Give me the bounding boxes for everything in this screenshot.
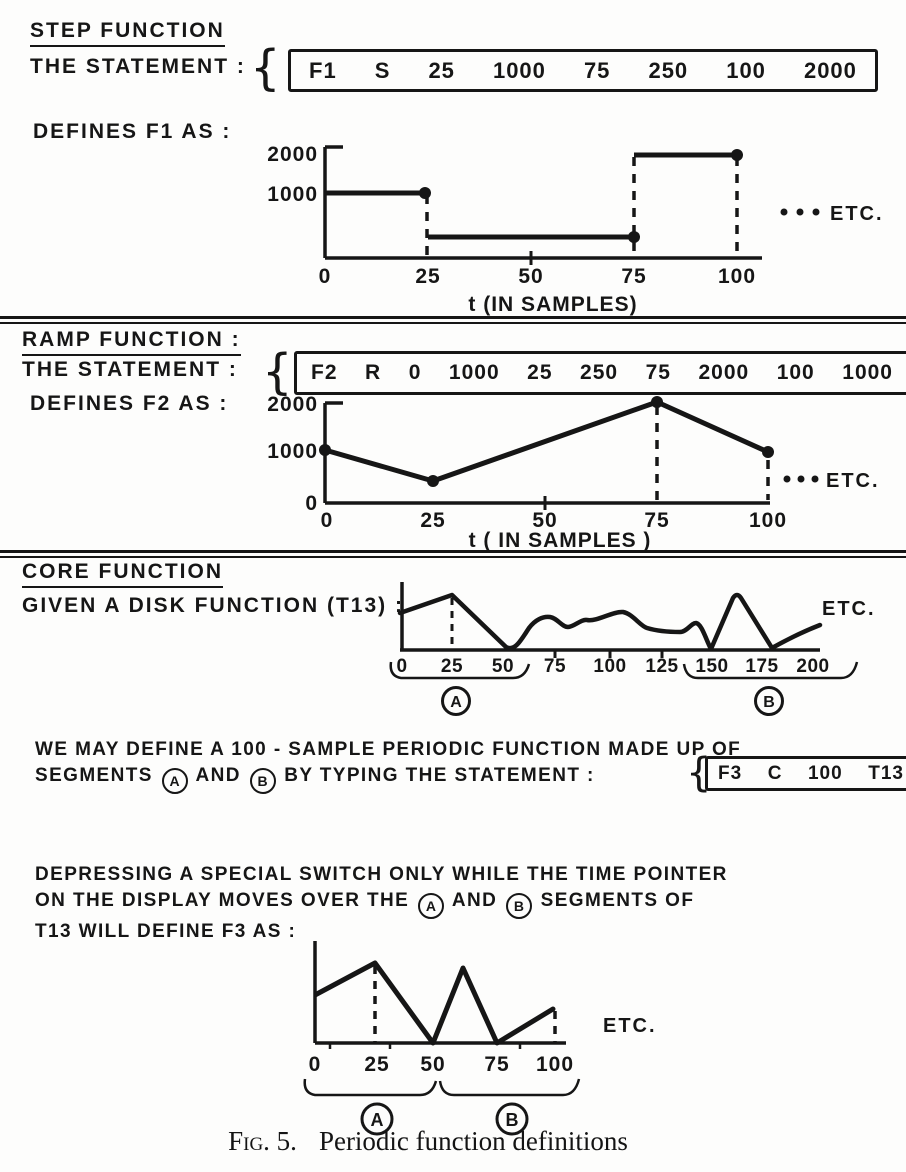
stmt-token: 1000 [448,361,500,384]
step-axes [325,147,762,258]
ellipsis-dot [813,209,820,216]
ramp-point-100-1000 [762,446,774,458]
step-statement-brace: { [250,40,281,96]
figure-caption-number: Fig. 5. [228,1126,297,1156]
disk-xtick-200: 200 [796,656,830,677]
step-ytick-1000: 1000 [267,183,318,206]
stmt-token: F2 [311,361,338,384]
step-etc-label: ETC. [830,203,884,225]
stmt-token: F1 [309,57,337,83]
f3-curve-rise [497,1009,553,1043]
define-line2-post: BY TYPING THE STATEMENT : [284,765,595,786]
f3-segment-b-brace [440,1079,579,1095]
stmt-token: C [767,762,783,784]
stmt-token: 100 [807,762,843,784]
switch-paragraph-line3: T13 WILL DEFINE F3 AS : [35,921,297,942]
define-paragraph-line2 [35,763,741,794]
switch-line2-post: SEGMENTS OF [540,890,695,911]
switch-line2-and: AND [451,890,498,911]
ramp-point-25-250 [427,475,439,487]
f3-function-plot [270,933,700,1143]
segment-b-inline-badge: B [506,893,532,919]
stmt-token: T13 [868,762,904,784]
ramp-ytick-1000: 1000 [267,440,318,463]
f3-xtick-0: 0 [308,1053,322,1076]
step-statement-box [288,49,878,92]
ramp-etc-label: ETC. [826,470,880,492]
f3-segment-a-letter: A [370,1110,384,1130]
disk-xtick-75: 75 [543,656,567,677]
define-paragraph [35,737,741,794]
switch-paragraph-line1: DEPRESSING A SPECIAL SWITCH ONLY WHILE THE TIME POINTER [35,864,728,885]
core-statement-brace: { [686,750,712,796]
step-function-plot [180,125,906,320]
step-xtick-100: 100 [717,265,757,288]
stmt-token: 100 [726,57,766,83]
step-xtick-0: 0 [318,265,332,288]
step-statement-label: THE STATEMENT : [30,55,246,78]
ramp-ytick-0: 0 [305,492,318,515]
section-divider [0,550,906,558]
stmt-token: 1000 [492,57,546,83]
define-line2-and: AND [195,765,241,786]
stmt-token: 2000 [803,57,857,83]
ellipsis-dot [797,209,804,216]
segment-a-inline-badge: A [418,893,444,919]
stmt-token: 75 [645,361,671,384]
ellipsis-dot [812,476,819,483]
stmt-token: F3 [718,762,743,784]
ramp-line [325,402,768,481]
disk-xtick-150: 150 [695,656,729,677]
step-section-title: STEP FUNCTION [30,19,225,47]
figure-caption-title: Periodic function definitions [318,1126,628,1156]
ramp-xaxis-label: t ( IN SAMPLES ) [468,529,652,552]
f3-etc-label: ETC. [603,1015,657,1037]
disk-curve [400,595,820,649]
ramp-xtick-0: 0 [320,509,334,532]
ramp-xtick-100: 100 [748,509,788,532]
segment-a-letter: A [450,694,462,711]
core-statement-box [705,756,906,791]
switch-paragraph-line2 [35,888,728,919]
step-xtick-25: 25 [415,265,441,288]
f3-xtick-25: 25 [364,1053,390,1076]
stmt-token: 0 [408,361,422,384]
stmt-token: S [374,57,391,83]
stmt-token: 75 [583,57,611,83]
figure-caption [0,1126,856,1157]
disk-xtick-0: 0 [396,656,408,677]
step-xtick-50: 50 [518,265,544,288]
f3-xtick-50: 50 [420,1053,446,1076]
step-ytick-2000: 2000 [267,143,318,166]
ramp-xtick-75: 75 [644,509,670,532]
disk-etc-label: ETC. [822,598,876,620]
disk-xtick-175: 175 [745,656,779,677]
disk-xtick-25: 25 [440,656,464,677]
segment-b-inline-badge: B [250,768,276,794]
step-xtick-75: 75 [621,265,647,288]
ramp-defines-label: DEFINES F2 AS : [30,392,229,415]
ramp-section-title: RAMP FUNCTION : [22,328,241,356]
section-divider [0,316,906,324]
disk-xtick-125: 125 [645,656,679,677]
stmt-token: 250 [580,361,619,384]
disk-xtick-100: 100 [593,656,627,677]
stmt-token: 1000 [842,361,893,384]
segment-b-letter: B [763,694,775,711]
core-given-label: GIVEN A DISK FUNCTION (T13) : [22,594,404,617]
stmt-token: 100 [776,361,815,384]
disk-xtick-50: 50 [491,656,515,677]
stmt-token: 250 [648,57,689,83]
core-section-title: CORE FUNCTION [22,560,223,588]
define-line2-pre: SEGMENTS [35,765,153,786]
ramp-xtick-25: 25 [420,509,446,532]
f3-xtick-100: 100 [535,1053,575,1076]
stmt-token: 2000 [698,361,750,384]
ramp-ytick-2000: 2000 [267,393,318,416]
step-xaxis-label: t (IN SAMPLES) [468,293,638,316]
f3-segment-a-brace [305,1079,436,1095]
ramp-statement-brace: { [262,344,293,400]
stmt-token: 25 [428,57,455,83]
step-point-25-1000 [419,187,431,199]
stmt-token: 25 [527,361,553,384]
ellipsis-dot [798,476,805,483]
ellipsis-dot [784,476,791,483]
ramp-statement-box [294,351,906,395]
segment-a-inline-badge: A [162,768,188,794]
define-paragraph-line1: WE MAY DEFINE A 100 - SAMPLE PERIODIC FUNCTION MADE UP OF [35,739,742,760]
f3-xtick-75: 75 [484,1053,510,1076]
ramp-axes [325,403,770,503]
ramp-statement-label: THE STATEMENT : [22,358,238,381]
ramp-point-0-1000 [319,444,331,456]
stmt-token: R [365,361,382,384]
switch-line2-pre: ON THE DISPLAY MOVES OVER THE [35,890,410,911]
disk-function-plot [385,570,906,720]
ramp-function-plot [180,390,906,552]
step-defines-label: DEFINES F1 AS : [33,120,232,143]
ellipsis-dot [781,209,788,216]
ramp-xtick-50: 50 [532,509,558,532]
f3-curve-ab [315,963,497,1043]
f3-segment-b-letter: B [505,1110,519,1130]
